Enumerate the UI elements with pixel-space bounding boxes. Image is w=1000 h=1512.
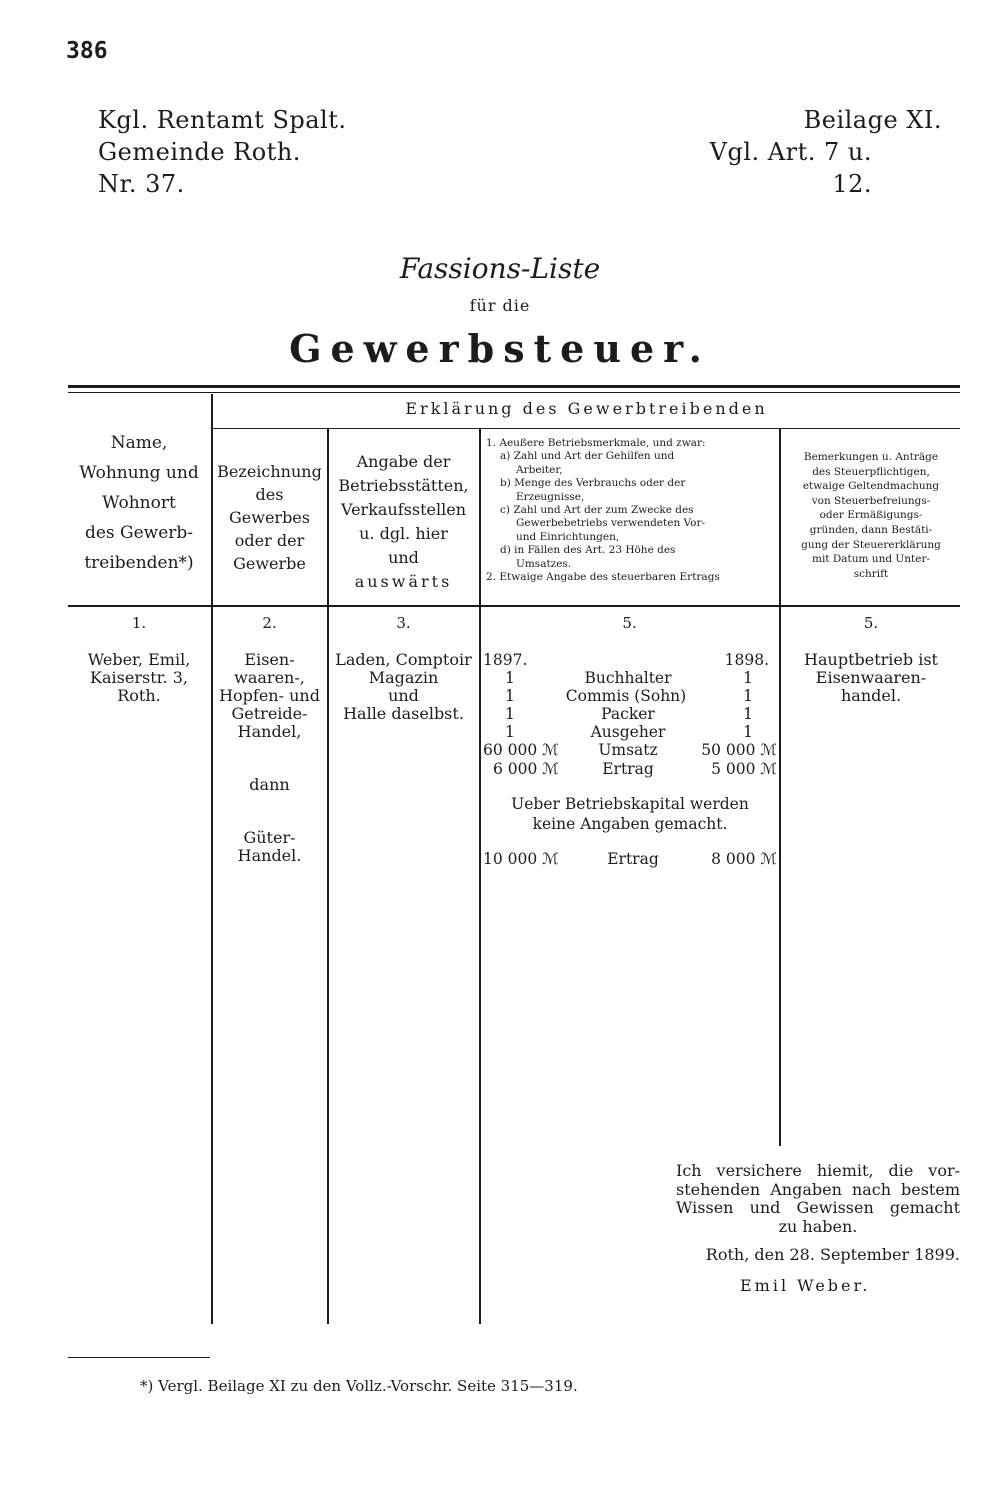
declaration-line: Wissen und Gewissen gemacht [676,1198,960,1217]
year-1897: 1897. [483,651,528,669]
title-line-1: Fassions-Liste [399,252,601,285]
second-trade-row [483,850,777,868]
staff-count-1898: 1 [743,687,753,705]
col4-header-line: Gewerbebetriebs verwendeten Vor- [516,517,706,530]
header-municipality: Gemeinde Roth. [98,138,301,166]
col4-header-line: b) Menge des Verbrauchs oder der [500,477,686,490]
staff-label: Commis (Sohn) [565,687,687,705]
table-top-rule-thick [68,385,960,388]
money-label: Ertrag [602,760,654,778]
col3-header-line: und [388,548,419,567]
money-1898: 5 000 ℳ [711,760,777,778]
col4-header-line: d) in Fällen des Art. 23 Höhe des [500,544,676,557]
col4-header-line: c) Zahl und Art der zum Zwecke des [500,504,694,517]
money-row [483,760,777,778]
signature: Emil Weber. [740,1276,871,1295]
col4-header-line: Erzeugnisse, [516,490,585,503]
col5-header-line: gründen, dann Bestäti- [809,523,933,536]
footnote-rule [68,1357,210,1358]
second-label: Ertrag [607,850,659,868]
col5-header-line: etwaige Geltendmachung [802,480,940,493]
col3-header-line: auswärts [354,572,453,591]
col5-header-line: gung der Steuererklärung [801,538,941,551]
header-number: Nr. 37. [98,170,185,198]
col4-header-line: 1. Aeußere Betriebsmerkmale, und zwar: [486,437,706,449]
capital-note-line: keine Angaben gemacht. [532,815,728,833]
col1-header-line: Wohnort [102,493,176,513]
header-bottom-rule [68,605,960,607]
years-row [483,651,777,669]
money-1897: 60 000 ℳ [483,741,559,759]
declaration-line: zu haben. [778,1216,858,1236]
col5-header-line: Bemerkungen u. Anträge [803,451,939,463]
col2-header-line: des [255,485,284,504]
col4-header-line: a) Zahl und Art der Gehilfen und [500,450,675,463]
second-1898: 8 000 ℳ [711,850,777,868]
staff-count-1897: 1 [505,723,515,741]
col5-header-line: oder Ermäßigungs- [819,509,923,522]
staff-row [483,705,777,723]
col3-header [329,450,478,594]
footnote: *) Vergl. Beilage XI zu den Vollz.-Vorschr. Seite 315—319. [140,1377,578,1395]
staff-row [483,669,777,687]
col1-header-line: Wohnung und [79,463,199,483]
col3-header-line: Verkaufsstellen [341,500,466,519]
col3-header-line: Angabe der [356,452,451,471]
title-line-2: für die [469,296,531,315]
location-line: Magazin [368,668,439,687]
staff-count-1898: 1 [743,723,753,741]
second-1897: 10 000 ℳ [483,850,559,868]
column-divider-4 [779,429,781,1146]
staff-row [483,723,777,741]
group-header: Erklärung des Gewerbtreibenden [405,399,768,418]
staff-count-1897: 1 [505,687,515,705]
col2-header [213,460,326,575]
money-1897: 6 000 ℳ [493,760,559,778]
title-line-3: Gewerbsteuer. [289,326,711,371]
col4-header-line: 2. Etwaige Angabe des steuerbaren Ertrags [486,571,720,584]
year-1898: 1898. [724,651,769,669]
col-number-1: 1. [131,614,147,632]
capital-note-line: Ueber Betriebskapital werden [511,795,749,813]
remark-line: Eisenwaaren- [815,668,927,687]
col2-body-second [213,829,326,865]
declaration-line: Ich versichere hiemit, die vor- [676,1161,960,1180]
remark-line: Hauptbetrieb ist [804,650,938,669]
col-number-3: 3. [396,614,411,632]
location-line: Laden, Comptoir [335,650,472,669]
col3-body [329,651,478,723]
trade-line: Eisen- [244,650,295,669]
col5-header-line: von Steuerbefreiungs- [811,494,931,507]
col5-header [782,450,960,581]
col1-body [68,651,210,705]
trade-line: Hopfen- und [219,686,320,705]
staff-count-1897: 1 [505,705,515,723]
col3-header-line: u. dgl. hier [359,524,448,543]
staff-label: Buchhalter [584,669,672,687]
header-office: Kgl. Rentamt Spalt. [98,106,347,134]
header-left [98,104,347,200]
col2-body-then: dann [249,775,290,794]
location-line: Halle daselbst. [343,704,464,723]
page-number: 386 [66,38,108,64]
col5-body [782,651,960,705]
money-label: Umsatz [598,741,658,759]
remark-line: handel. [840,686,902,705]
staff-label: Packer [601,705,655,723]
col5-header-line: schrift [853,567,889,580]
staff-row [483,687,777,705]
staff-label: Ausgeher [590,723,666,741]
col5-header-line: mit Datum und Unter- [811,553,931,566]
col1-header-line: treibenden*) [84,553,194,573]
taxpayer-street: Kaiserstr. 3, [90,668,188,687]
table-top-rule-thin [68,392,960,393]
trade-line: Handel. [237,846,302,865]
col1-header-line: Name, [110,433,168,453]
trade-line: Handel, [237,722,302,741]
trade-line: waaren-, [234,668,305,687]
col2-body-trade [213,651,326,741]
taxpayer-town: Roth. [117,686,161,705]
header-supplement: Beilage XI. [803,106,942,134]
location-line: und [388,686,419,705]
col-number-5: 5. [863,614,879,632]
col-number-2: 2. [262,614,277,632]
col4-header-line: Umsatzes. [516,557,572,570]
place-date: Roth, den 28. September 1899. [705,1245,960,1264]
group-header-rule [212,428,960,429]
col4-body [483,651,777,881]
money-1898: 50 000 ℳ [701,741,777,759]
taxpayer-name: Weber, Emil, [87,650,191,669]
header-reference: Vgl. Art. 7 u. 12. [709,138,872,198]
declaration-line: stehenden Angaben nach bestem [676,1179,960,1199]
column-divider-3 [479,429,481,1324]
col1-header-line: des Gewerb- [84,523,194,543]
trade-line: Getreide- [231,704,308,723]
money-row [483,741,777,759]
col3-header-line: Betriebsstätten, [338,476,469,495]
capital-note [483,794,777,834]
col4-header-line: und Einrichtungen, [516,530,620,543]
declaration [676,1162,960,1236]
col1-header [68,428,210,578]
staff-count-1897: 1 [505,669,515,687]
col-number-4: 5. [622,614,637,632]
col2-header-line: Gewerbes [229,508,310,527]
col4-header-line: Arbeiter, [516,463,563,476]
col2-header-line: Bezeichnung [217,462,322,481]
header-right [680,104,942,200]
staff-count-1898: 1 [743,705,753,723]
col4-header [486,437,776,584]
col5-header-line: des Steuerpflichtigen, [812,465,930,478]
trade-line: Güter- [243,828,296,847]
col2-header-line: Gewerbe [233,554,306,573]
col2-header-line: oder der [234,531,305,550]
staff-count-1898: 1 [743,669,753,687]
